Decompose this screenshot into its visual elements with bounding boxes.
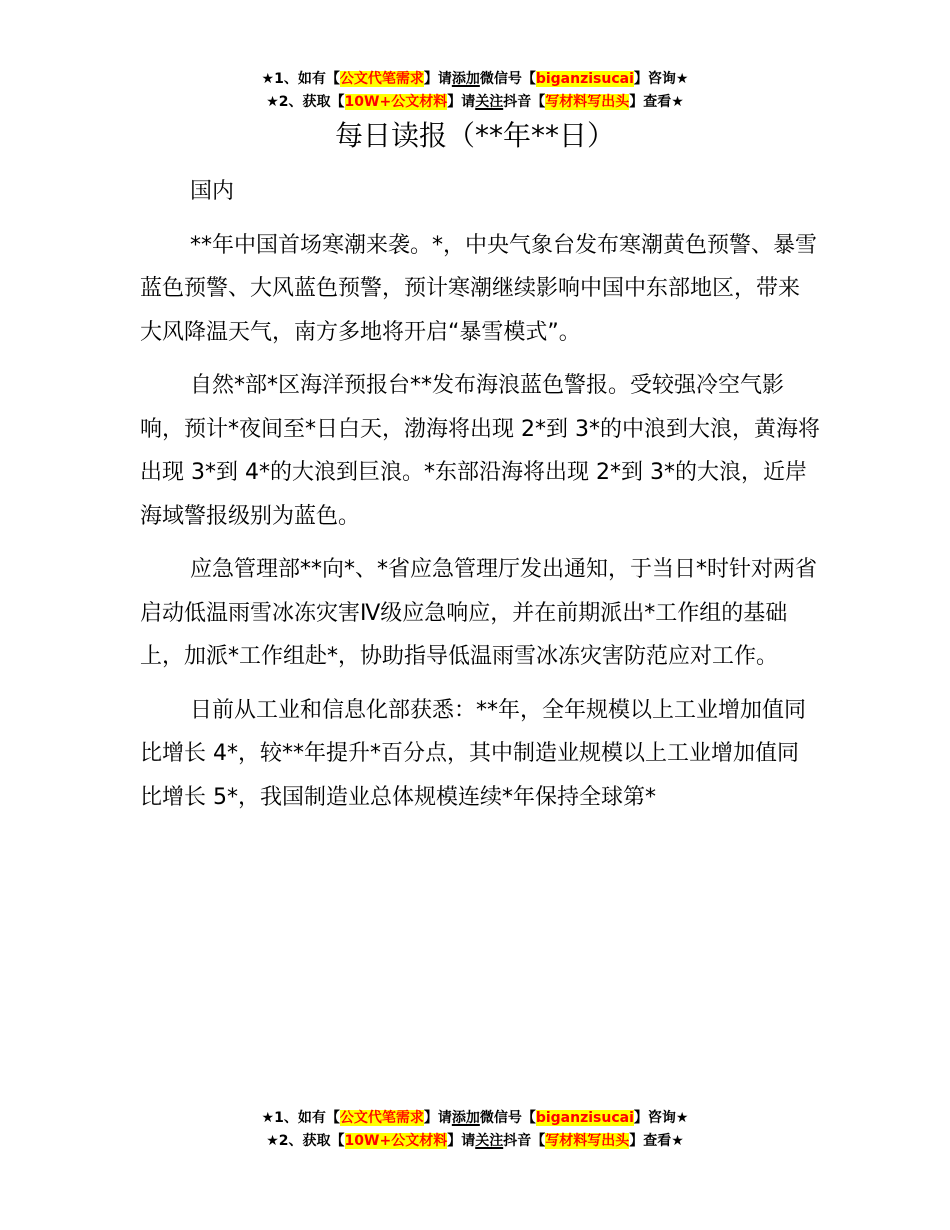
highlight-wechat-id: biganzisucai — [535, 1110, 634, 1126]
highlight-douyin-account: 写材料写出头 — [545, 94, 630, 110]
star-icon: ★ — [261, 1110, 275, 1126]
underlined-text: 添加 — [451, 1110, 480, 1126]
banner-text: 微信号【 — [479, 71, 536, 87]
underlined-text: 关注 — [475, 1133, 504, 1149]
banner-text: 抖音【 — [503, 94, 546, 110]
star-icon: ★ — [266, 1133, 279, 1149]
section-heading: 国内 — [190, 179, 235, 204]
star-icon: ★ — [671, 94, 684, 110]
banner-text: 】查看 — [629, 1133, 672, 1149]
highlight-service: 公文代笔需求 — [339, 71, 424, 87]
banner-line-2 — [0, 1130, 950, 1153]
document-body — [140, 170, 820, 829]
star-icon: ★ — [266, 94, 279, 110]
banner-text: 2、获取【 — [278, 1133, 345, 1149]
highlight-service: 公文代笔需求 — [339, 1110, 424, 1126]
footer-banner — [0, 1107, 950, 1153]
underlined-text: 关注 — [475, 94, 504, 110]
paragraph-wave-alert: 自然*部*区海洋预报台**发布海浪蓝色警报。受较强冷空气影响，预计*夜间至*日白天，渤海将出现 2*到 3*的中浪到大浪，黄海将出现 3*到 4*的大浪到巨浪。*东部沿海将出现 2*到 3*的大浪，近岸海域警报级别为蓝色。 — [140, 373, 820, 529]
header-banner — [0, 68, 950, 114]
banner-line-2 — [0, 91, 950, 114]
banner-text: 】请 — [447, 94, 476, 110]
paragraph-cold-wave: **年中国首场寒潮来袭。*，中央气象台发布寒潮黄色预警、暴雪蓝色预警、大风蓝色预警，预计寒潮继续影响中国中东部地区，带来大风降温天气，南方多地将开启“暴雪模式”。 — [140, 232, 818, 345]
banner-text: 】查看 — [629, 94, 672, 110]
banner-line-1 — [0, 1107, 950, 1130]
banner-text: 】请 — [447, 1133, 476, 1149]
highlight-douyin-account: 写材料写出头 — [545, 1133, 630, 1149]
highlight-wechat-id: biganzisucai — [535, 71, 634, 87]
star-icon: ★ — [675, 71, 689, 87]
star-icon: ★ — [671, 1133, 684, 1149]
paragraph-industry-growth: 日前从工业和信息化部获悉：**年，全年规模以上工业增加值同比增长 4*，较**年提升*百分点，其中制造业规模以上工业增加值同比增长 5*，我国制造业总体规模连续*年保持全球第* — [140, 697, 807, 810]
star-icon: ★ — [675, 1110, 689, 1126]
banner-text: 1、如有【 — [274, 71, 340, 87]
star-icon: ★ — [261, 71, 275, 87]
banner-text: 抖音【 — [503, 1133, 546, 1149]
banner-text: 】咨询 — [633, 71, 676, 87]
highlight-materials: 10W+公文材料 — [344, 1133, 448, 1149]
highlight-materials: 10W+公文材料 — [344, 94, 448, 110]
banner-line-1 — [0, 68, 950, 91]
paragraph-emergency-response: 应急管理部**向*、*省应急管理厅发出通知，于当日*时针对两省启动低温雨雪冰冻灾害Ⅳ级应急响应，并在前期派出*工作组的基础上，加派*工作组赴*，协助指导低温雨雪冰冻灾害防范应对工作。 — [140, 557, 818, 669]
banner-text: 2、获取【 — [278, 94, 345, 110]
banner-text: 】请 — [423, 71, 452, 87]
underlined-text: 添加 — [451, 71, 480, 87]
banner-text: 1、如有【 — [274, 1110, 340, 1126]
banner-text: 微信号【 — [479, 1110, 536, 1126]
page-title: 每日读报（**年**日） — [334, 119, 615, 152]
banner-text: 】请 — [423, 1110, 452, 1126]
banner-text: 】咨询 — [633, 1110, 676, 1126]
